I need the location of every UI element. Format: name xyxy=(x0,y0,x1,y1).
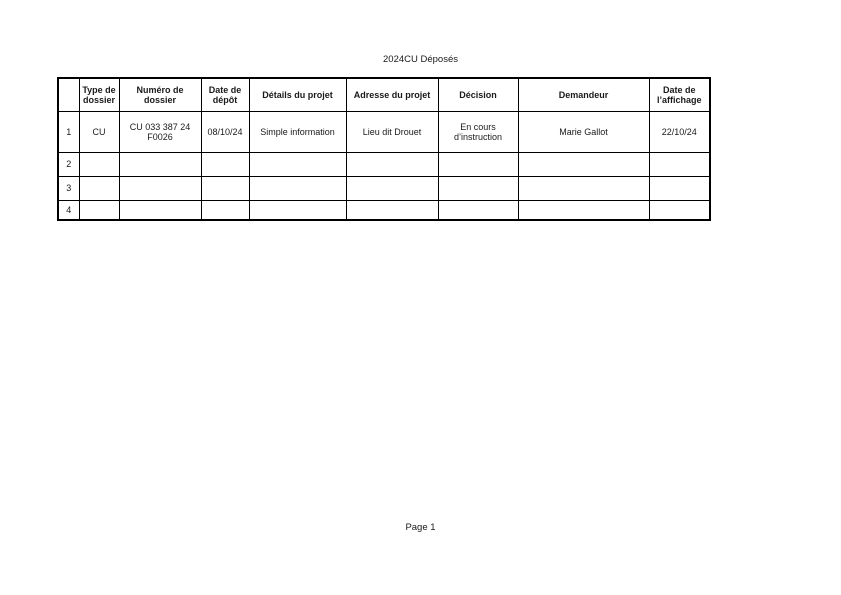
cell-date-depot xyxy=(201,177,249,201)
cell-adresse-projet: Lieu dit Drouet xyxy=(346,112,438,153)
cell-date-affichage xyxy=(649,177,710,201)
cell-numero-dossier: CU 033 387 24 F0026 xyxy=(119,112,201,153)
table-row xyxy=(58,177,710,201)
cell-details-projet xyxy=(249,201,346,221)
table-header-row xyxy=(58,78,710,112)
cell-date-depot xyxy=(201,153,249,177)
cell-numero-dossier xyxy=(119,177,201,201)
header-cell-numero-dossier: Numéro de dossier xyxy=(119,78,201,112)
header-cell-demandeur: Demandeur xyxy=(518,78,649,112)
dossiers-table xyxy=(57,77,711,221)
header-cell-date-depot: Date de dépôt xyxy=(201,78,249,112)
cell-details-projet: Simple information xyxy=(249,112,346,153)
cell-decision xyxy=(438,201,518,221)
cell-decision xyxy=(438,177,518,201)
cell-date-depot: 08/10/24 xyxy=(201,112,249,153)
table-row xyxy=(58,201,710,221)
header-cell-type-dossier: Type de dossier xyxy=(79,78,119,112)
header-cell-details-projet: Détails du projet xyxy=(249,78,346,112)
header-cell-corner xyxy=(58,78,79,112)
row-number-cell: 2 xyxy=(58,153,79,177)
cell-date-affichage: 22/10/24 xyxy=(649,112,710,153)
cell-details-projet xyxy=(249,153,346,177)
header-cell-date-affichage: Date de l’affichage xyxy=(649,78,710,112)
row-number-cell: 1 xyxy=(58,112,79,153)
cell-details-projet xyxy=(249,177,346,201)
cell-demandeur xyxy=(518,153,649,177)
table-row xyxy=(58,112,710,153)
row-number-cell: 4 xyxy=(58,201,79,221)
table-row xyxy=(58,153,710,177)
cell-type-dossier: CU xyxy=(79,112,119,153)
cell-type-dossier xyxy=(79,201,119,221)
sheet-title: 2024CU Déposés xyxy=(383,54,458,65)
cell-date-depot xyxy=(201,201,249,221)
cell-demandeur xyxy=(518,177,649,201)
header-cell-adresse-projet: Adresse du projet xyxy=(346,78,438,112)
cell-type-dossier xyxy=(79,153,119,177)
cell-date-affichage xyxy=(649,201,710,221)
cell-numero-dossier xyxy=(119,153,201,177)
header-cell-decision: Décision xyxy=(438,78,518,112)
cell-demandeur xyxy=(518,201,649,221)
row-number-cell: 3 xyxy=(58,177,79,201)
cell-date-affichage xyxy=(649,153,710,177)
cell-adresse-projet xyxy=(346,201,438,221)
cell-numero-dossier xyxy=(119,201,201,221)
page-number-label: Page 1 xyxy=(405,522,436,533)
cell-adresse-projet xyxy=(346,153,438,177)
cell-decision: En cours d’instruction xyxy=(438,112,518,153)
cell-adresse-projet xyxy=(346,177,438,201)
cell-decision xyxy=(438,153,518,177)
cell-type-dossier xyxy=(79,177,119,201)
cell-demandeur: Marie Gallot xyxy=(518,112,649,153)
